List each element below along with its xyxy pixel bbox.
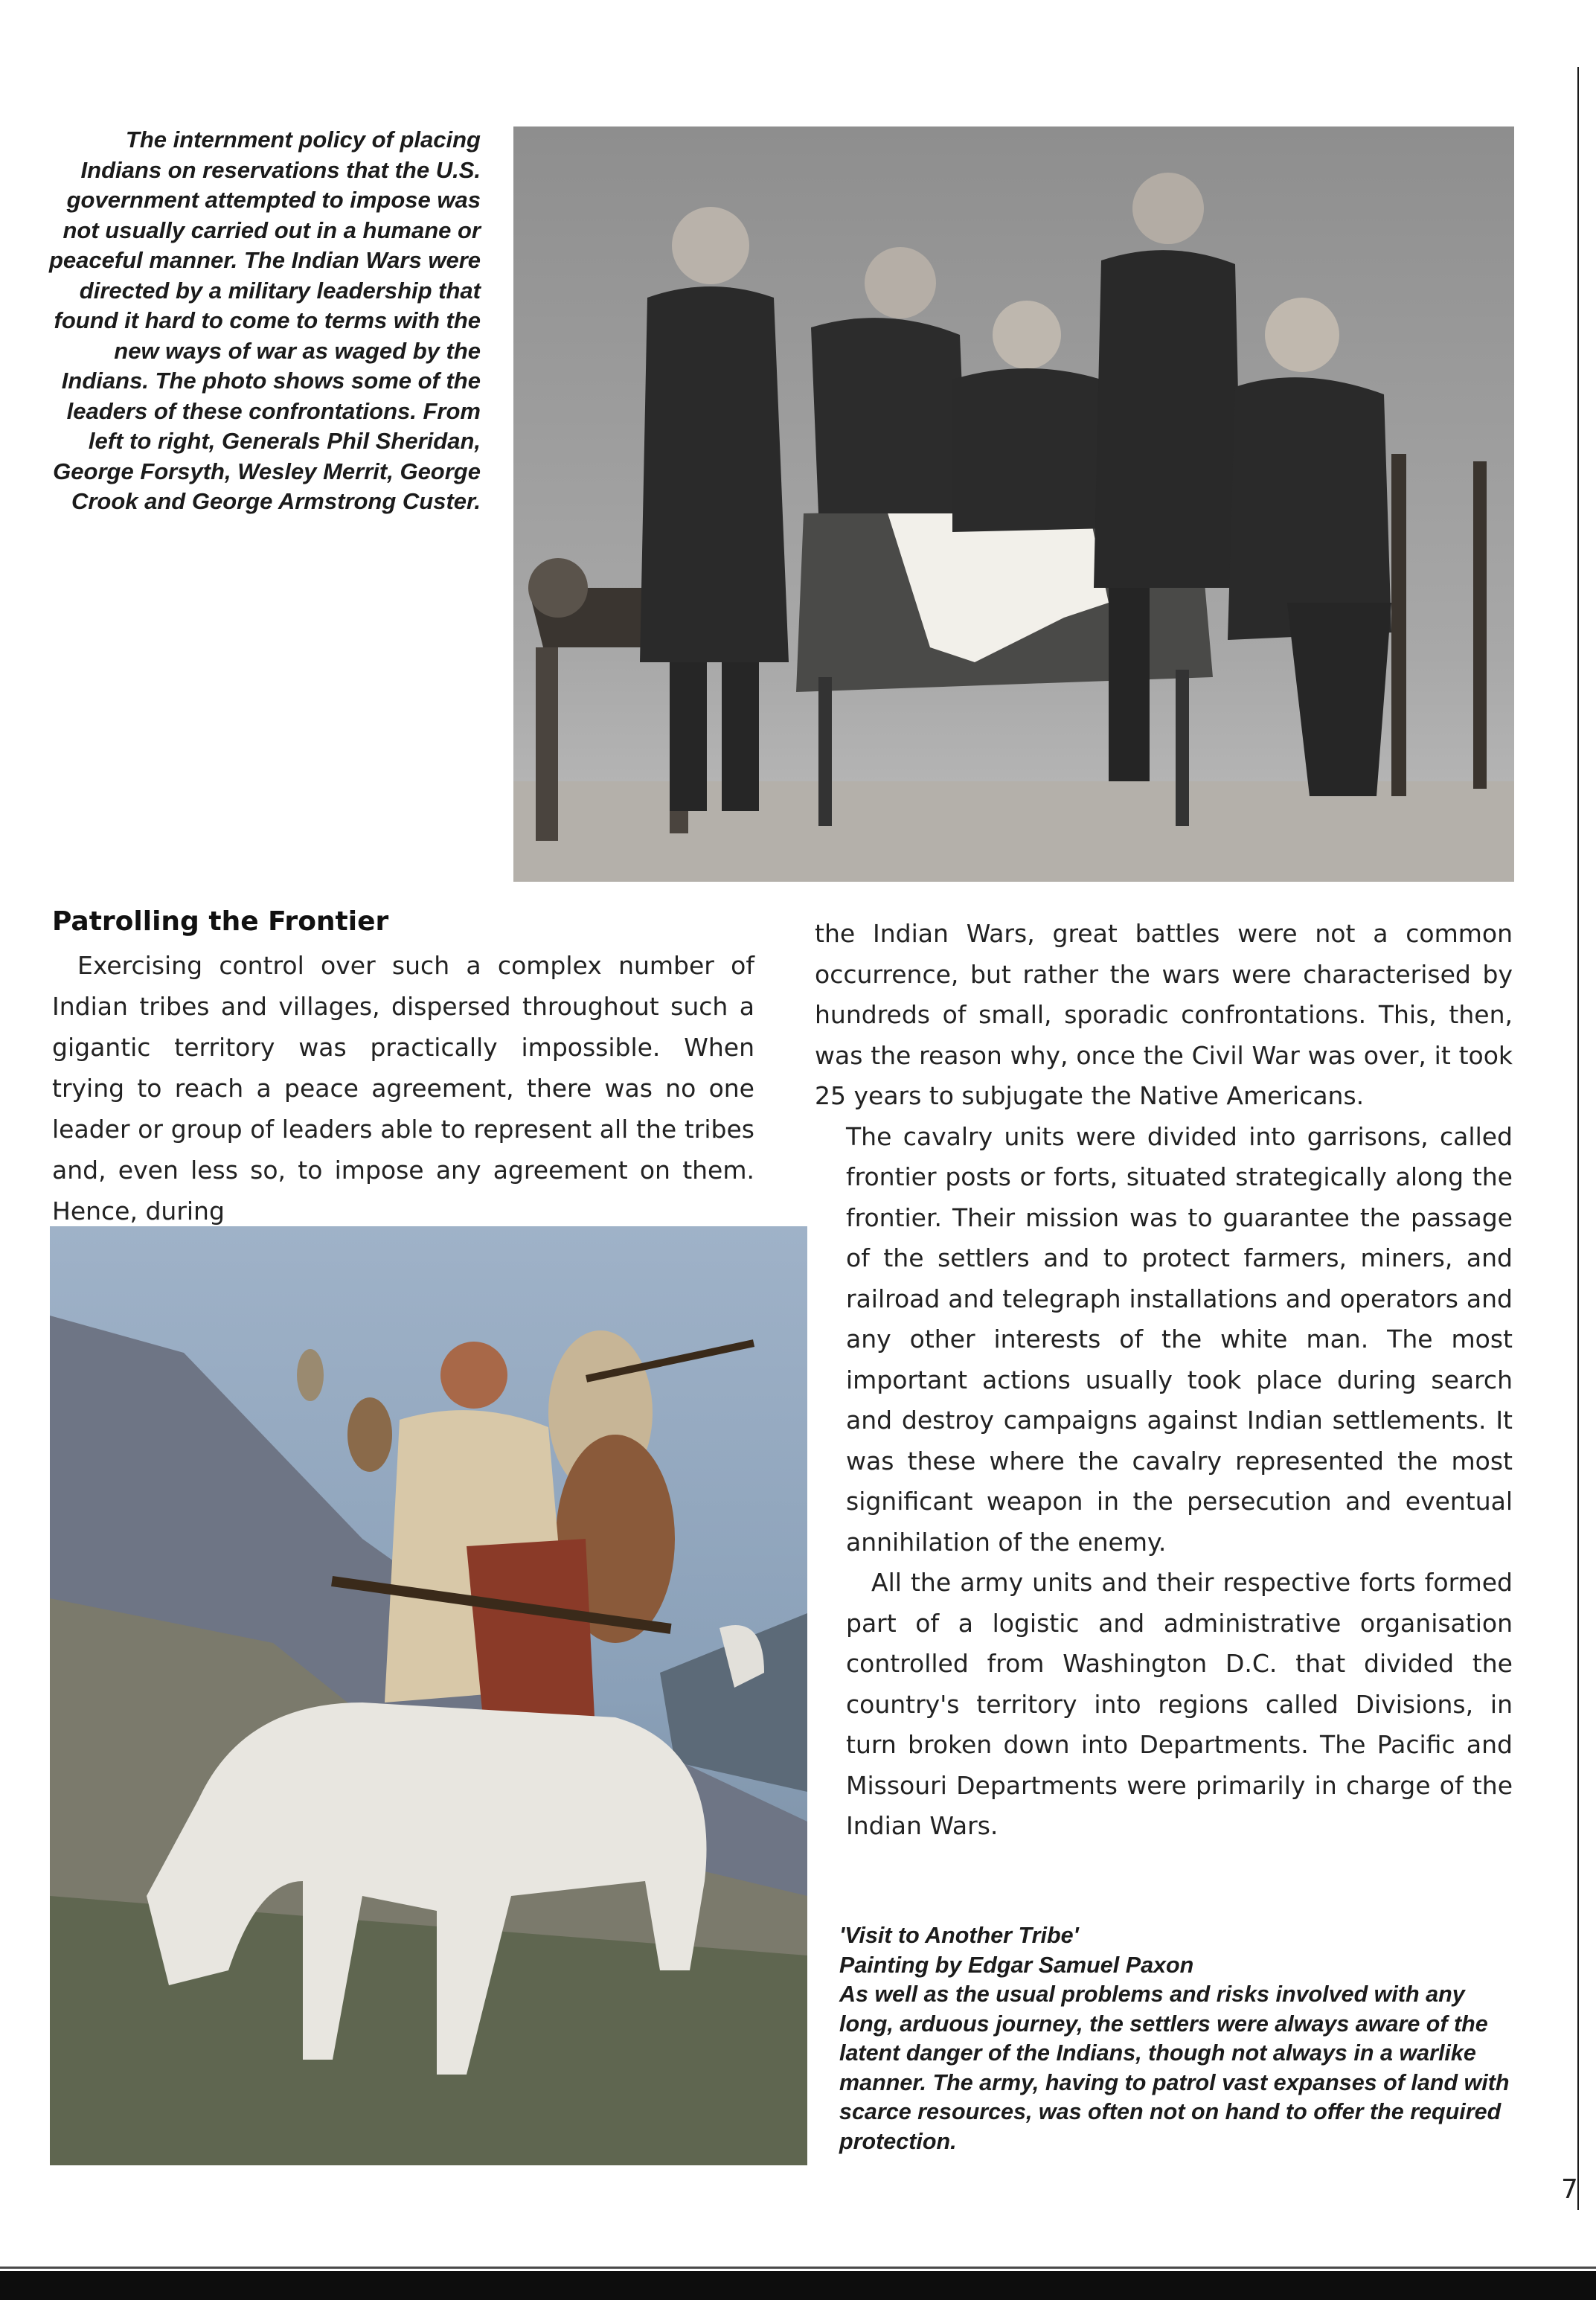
left-text-column (52, 945, 754, 1231)
generals-photograph (513, 126, 1514, 882)
body-paragraph-continuation: the Indian Wars, great battles were not a common occurrence, but rather the wars were characterised by hundreds of small, sporadic confrontations. This, then, was the reason why, once the Civil War was over, it took 25 years to subjugate the Native Americans. (815, 919, 1513, 1110)
painting-credit: Painting by Edgar Samuel Paxon (839, 1952, 1194, 1978)
painting-description: As well as the usual problems and risks involved with any long, arduous journey, the settlers were always aware of the latent danger of the Indians, though not always in a warlike manner. The army, having to patrol vast expanses of land with scarce resources, was often not on hand to offer the required protection. (839, 1982, 1510, 2154)
body-paragraph: All the army units and their respective forts formed part of a logistic and administrative organisation controlled from Washington D.C. that divided the country's territory into regions called Divisions, in turn broken down into Departments. The Pacific and Missouri Departments were primarily in charge of the Indian Wars. (846, 1568, 1513, 1840)
right-text-column (815, 914, 1513, 1847)
paxon-painting (50, 1226, 807, 2165)
bottom-scan-band (0, 2271, 1596, 2300)
painting-caption (839, 1921, 1513, 2156)
section-heading: Patrolling the Frontier (52, 906, 389, 937)
right-margin-rule (1577, 67, 1579, 2210)
body-paragraph: The cavalry units were divided into garrisons, called frontier posts or forts, situated strategically along the frontier. Their mission was to guarantee the passage of the settlers and to protect farmers, miners, and railroad and telegraph installations and operators and any other interests of the white man. The most important actions usually took place during search and destroy campaigns against Indian settlements. It was these where the cavalry represented the most significant weapon in the persecution and eventual annihilation of the enemy. (846, 1121, 1513, 1557)
photo-caption-top: The internment policy of placing Indians on reservations that the U.S. government attempted to impose was not usually carried out in a humane or peaceful manner. The Indian Wars were directed by a military leadership that found it hard to come to terms with the new ways of war as waged by the Indians. The photo shows some of the leaders of these confrontations. From left to right, Generals Phil Sheridan, George Forsyth, Wesley Merrit, George Crook and George Armstrong Custer. (48, 126, 481, 514)
body-paragraph: Exercising control over such a complex number of Indian tribes and villages, dispersed throughout such a gigantic territory was practically impossible. When trying to reach a peace agreement, there was no one leader or group of leaders able to represent all the tribes and, even less so, to impose any agreement on them. Hence, during (52, 951, 754, 1226)
page-number: 7 (1561, 2174, 1578, 2205)
painting-title: 'Visit to Another Tribe' (839, 1923, 1079, 1948)
